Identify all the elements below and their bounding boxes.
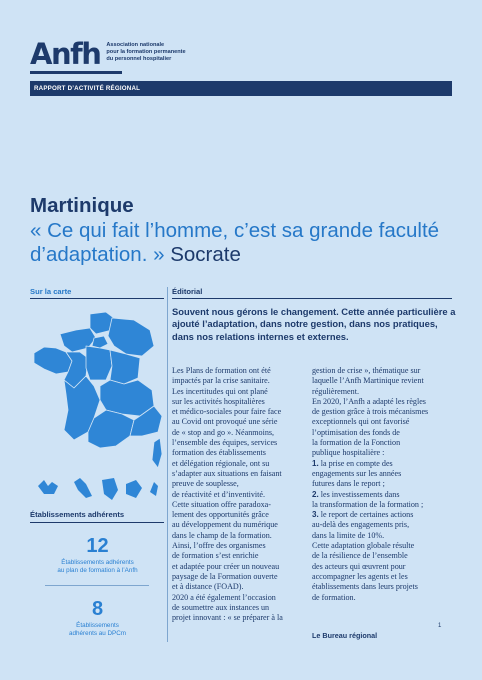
map-martinique xyxy=(74,478,92,498)
editorial-line xyxy=(312,459,457,469)
editorial-line: de gestion grâce à trois mécanismes xyxy=(312,407,429,417)
list-text: les investissements dans xyxy=(318,489,400,499)
logo-line-1: Association nationale xyxy=(106,42,165,48)
editorial-line: l’ensemble des équipes, services xyxy=(172,438,278,448)
france-map xyxy=(30,306,165,516)
editorial-line: dans la limite de 10%. xyxy=(312,530,385,540)
logo-tagline xyxy=(106,42,216,63)
editorial-line: exceptionnels qui ont favorisé xyxy=(312,417,410,427)
editorial-line: régulièrement. xyxy=(312,386,359,396)
editorial-line: engagements sur les années xyxy=(312,468,402,478)
stat-members-dpcm-value: 8 xyxy=(91,598,104,620)
list-text: la prise en compte des xyxy=(318,458,393,468)
map-region-centre xyxy=(86,346,112,380)
editorial-line: 2020 a été également l’occasion xyxy=(172,592,276,602)
stat-caption-line: adhérents au DPCm xyxy=(68,629,127,637)
editorial-line: publique hospitalière : xyxy=(312,448,385,458)
editorial-line: de formation. xyxy=(312,592,356,602)
editorial-column-2 xyxy=(312,366,457,603)
anfh-logo xyxy=(30,37,216,71)
list-text: le report de certaines actions xyxy=(318,510,414,520)
map-region-brittany xyxy=(34,347,72,374)
editorial-line: formation des établissements xyxy=(172,448,266,458)
editorial-line: s’adapter aux situations en faisant xyxy=(172,468,282,478)
editorial-line: laquelle l’Anfh Martinique revient xyxy=(312,376,424,386)
map-reunion xyxy=(126,480,142,498)
editorial-line: sur les activités hospitalières xyxy=(172,396,265,406)
editorial-line: de réactivité et d’inventivité. xyxy=(172,489,266,499)
editorial-line: la transformation de la formation ; xyxy=(312,499,424,509)
quote-text: « Ce qui fait l’homme, c’est sa grande faculté d’adaptation. » xyxy=(30,218,440,266)
editorial-line: et délégation régionale, ont su xyxy=(172,458,270,468)
editorial-line: et adaptée pour créer un nouveau xyxy=(172,561,280,571)
list-number: 1. xyxy=(312,458,319,468)
editorial-column-1 xyxy=(172,366,312,623)
headline-place: Martinique xyxy=(30,194,134,217)
map-guadeloupe xyxy=(38,480,58,494)
editorial-line: paysage de la Formation ouverte xyxy=(172,571,278,581)
editorial-line: Les incertitudes qui ont plané xyxy=(172,386,268,396)
logo-wordmark: Anfh xyxy=(30,37,101,71)
stat-caption-line: Établissements xyxy=(76,622,119,629)
editorial-line xyxy=(312,490,457,500)
editorial-line xyxy=(312,510,457,520)
page-headline xyxy=(30,194,460,268)
list-number: 2. xyxy=(312,489,319,499)
stat-divider xyxy=(45,585,149,586)
editorial-line: et médico-sociales pour faire face xyxy=(172,407,282,417)
stat-members-plan-value: 12 xyxy=(86,535,109,557)
editorial-line: l’optimisation des fonds de xyxy=(312,427,400,437)
map-region-corsica xyxy=(152,438,162,468)
editorial-line: au Covid ont provoqué une série xyxy=(172,417,278,427)
editorial-line: accompagner les agents et les xyxy=(312,571,408,581)
editorial-line: gestion de crise », thématique sur xyxy=(312,366,421,375)
editorial-line: lement des opportunités grâce xyxy=(172,510,269,520)
headline-quote xyxy=(30,219,460,268)
editorial-line: au-delà des engagements pris, xyxy=(312,520,410,530)
map-region-ile-de-france xyxy=(92,336,108,348)
quote-author: Socrate xyxy=(170,243,241,266)
section-map-rule xyxy=(30,298,164,299)
editorial-line: Ainsi, l’offre des organismes xyxy=(172,541,266,551)
stat-caption-line: au plan de formation à l’Anfh xyxy=(57,566,138,574)
editorial-lead: Souvent nous gérons le changement. Cette année particulière a ajouté l’adaptation, dans notre gestion, dans nos pratiques, dans nos relations internes et externes. xyxy=(172,306,456,342)
list-number: 3. xyxy=(312,510,319,520)
section-members-rule xyxy=(30,522,164,523)
editorial-line: futures dans le report ; xyxy=(312,479,385,489)
editorial-line: de la résilience de l’ensemble xyxy=(312,551,408,561)
editorial-line: impactés par la crise sanitaire. xyxy=(172,376,270,386)
logo-underline xyxy=(30,71,122,74)
page-number: 1 xyxy=(438,623,442,629)
editorial-line: et à distance (FOAD). xyxy=(172,582,244,592)
stat-members-plan-caption xyxy=(30,559,165,574)
report-banner: RAPPORT D’ACTIVITÉ RÉGIONAL xyxy=(30,81,452,96)
map-region-grand-est xyxy=(108,318,154,356)
section-editorial-rule xyxy=(172,298,452,299)
editorial-line: établissements dans leurs projets xyxy=(312,582,418,592)
editorial-line: Cette adaptation globale résulte xyxy=(312,541,415,551)
map-guyane xyxy=(102,478,118,500)
editorial-line: de formation s’est enrichie xyxy=(172,551,259,561)
logo-line-3: du personnel hospitalier xyxy=(106,56,172,62)
editorial-line: En 2020, l’Anfh a adapté les règles xyxy=(312,396,426,406)
editorial-line: de « stop and go ». Néanmoins, xyxy=(172,427,275,437)
editorial-line: des acteurs qui œuvrent pour xyxy=(312,561,406,571)
logo-line-2: pour la formation permanente xyxy=(106,49,186,55)
editorial-line: projet innovant : « se préparer à la xyxy=(172,613,283,623)
map-mayotte xyxy=(150,482,158,496)
stat-members-dpcm-caption xyxy=(30,622,165,637)
editorial-line: Les Plans de formation ont été xyxy=(172,366,271,375)
section-editorial-label: Éditorial xyxy=(172,287,203,296)
column-divider xyxy=(167,287,168,642)
editorial-signature: Le Bureau régional xyxy=(312,631,378,640)
editorial-line: de soumettre aux instances un xyxy=(172,602,270,612)
editorial-line: Cette situation offre paradoxa- xyxy=(172,499,271,509)
editorial-line: au développement du numérique xyxy=(172,520,278,530)
editorial-line: preuve de souplesse, xyxy=(172,479,239,489)
section-map-label: Sur la carte xyxy=(30,287,72,296)
editorial-line: dans le champ de la formation. xyxy=(172,530,272,540)
stat-caption-line: Établissements adhérents xyxy=(61,559,134,566)
section-members-label: Établissements adhérents xyxy=(30,510,125,519)
editorial-line: la formation de la Fonction xyxy=(312,438,401,448)
